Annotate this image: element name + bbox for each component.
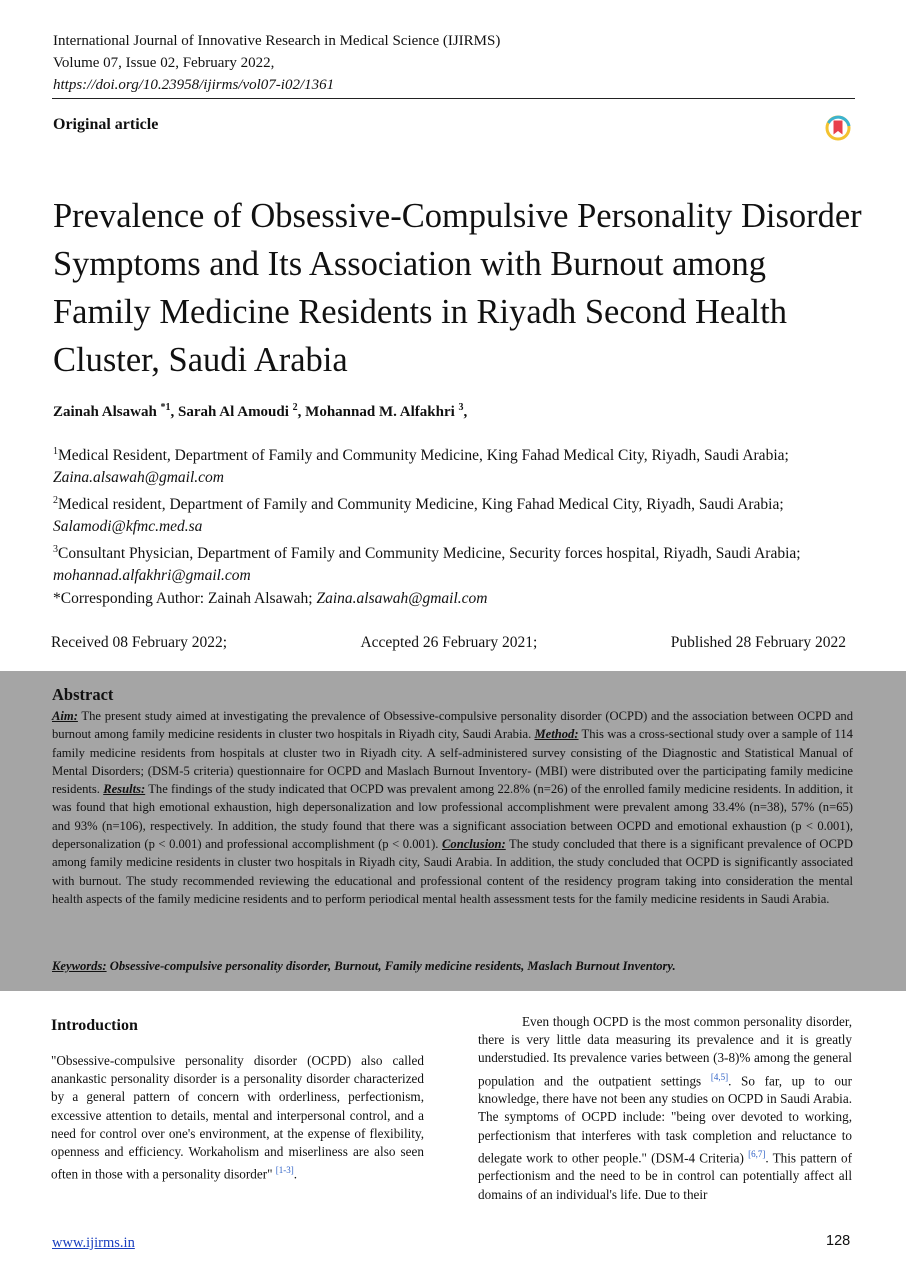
results-label: Results:: [103, 782, 146, 797]
accepted-date: Accepted 26 February 2021;: [360, 634, 538, 651]
affiliation-sup: 2: [53, 494, 58, 506]
corresponding-label: *Corresponding Author: Zainah Alsawah;: [53, 590, 317, 607]
method-label: Method:: [534, 727, 579, 742]
affiliation-email[interactable]: Zaina.alsawah@gmail.com: [53, 469, 224, 487]
affiliation-3: [53, 539, 853, 588]
punctuation: .: [293, 1166, 298, 1182]
aim-label: Aim:: [52, 709, 78, 723]
author-trailing: ,: [463, 404, 468, 420]
affiliation-email[interactable]: mohannad.alfakhri@gmail.com: [53, 566, 251, 584]
method-text: This was a cross-sectional study over a sample of 114 family medicine residents from hospitals at cluster two in Riyadh city. A self-administered survey consisting of the Diagnostic and Statistical Manual of Mental Disorders; (DSM-5 criteria) questionnaire for OCPD and Maslach Burnout Inventory- (MBI) were distributed over the participating family medicine residents.: [52, 727, 853, 797]
author-sup: 3: [458, 402, 464, 413]
published-date: Published 28 February 2022: [670, 634, 846, 651]
results-text: The findings of the study indicated that OCPD was prevalent among 22.8% (n=26) of the enrolled family medicine residents. In addition, it was found that high emotional exhaustion, high depersonalization and low professional accomplishment were prevalent among 33.4% (n=38), 57% (n=65) and 93% (n=106), respectively. In addition, the study found that there was a significant association between OCPD and emotional exhaustion (p < 0.001), depersonalization (p < 0.001) and professional accomplishment (p < 0.001).: [52, 782, 853, 852]
affiliations: [53, 441, 853, 587]
received-date: Received 08 February 2022;: [51, 634, 228, 651]
affiliation-sup: 3: [53, 543, 58, 555]
journal-header: [53, 30, 500, 96]
affiliation-text: Medical resident, Department of Family and Community Medicine, King Fahad Medical City, Riyadh, Saudi Arabia;: [58, 495, 784, 513]
affiliation-1: [53, 441, 853, 490]
author-sup: 2: [292, 402, 298, 413]
paragraph-text: . So far, up to our knowledge, there have not been any studies on OCPD in Saudi Arabia. The symptoms of OCPD include: "being over devoted to working, perfectionism that interferes with task completion and reluctance to delegate work to other people." (DSM-4 Criteria): [478, 1073, 852, 1166]
intro-paragraph: [478, 1013, 852, 1204]
keywords-label: Keywords:: [52, 959, 107, 973]
bookmark-badge-icon[interactable]: [825, 115, 851, 141]
header-divider: [52, 98, 855, 99]
affiliation-text: Consultant Physician, Department of Family and Community Medicine, Security forces hospital, Riyadh, Saudi Arabia;: [58, 544, 801, 562]
website-link[interactable]: www.ijirms.in: [52, 1235, 135, 1251]
doi-link[interactable]: https://doi.org/10.23958/ijirms/vol07-i02/1361: [53, 77, 335, 93]
corresponding-email[interactable]: Zaina.alsawah@gmail.com: [316, 590, 488, 607]
paragraph-text: Even though OCPD is the most common personality disorder, there is very little data measuring its prevalence and it is greatly understudied. Its prevalence varies between (3-8)% among the general population and the outpatient settings: [478, 1014, 852, 1088]
introduction-heading: Introduction: [51, 1017, 138, 1034]
page-number: 128: [826, 1233, 851, 1249]
affiliation-sup: 1: [53, 446, 58, 457]
author-name: , Mohannad M. Alfakhri: [297, 404, 459, 420]
aim-text: The present study aimed at investigating the prevalence of Obsessive-compulsive personality disorder (OCPD) and the association between OCPD and burnout among family medicine residents in cluster two hospitals in Riyadh city, Saudi Arabia.: [52, 709, 853, 742]
intro-paragraph: "Obsessive-compulsive personality disorder (OCPD) also called anankastic personality disorder is a personality disorder characterized by a general pattern of concern with orderliness, perfectionism, excessive attention to details, mental and interpersonal control, and a need for control over one's environment, at the expense of flexibility, openness and efficiency. Workaholism and miserliness are also seen often in those with a personality disorder": [51, 1053, 424, 1182]
abstract-body: [52, 707, 853, 908]
keywords-text: Obsessive-compulsive personality disorder, Burnout, Family medicine residents, Maslach Burnout Inventory.: [106, 959, 676, 973]
affiliation-text: Medical Resident, Department of Family and Community Medicine, King Fahad Medical City, Riyadh, Saudi Arabia;: [58, 447, 789, 465]
paragraph-text: . This pattern of perfectionism and the need to be in control can potentially affect all domains of an individual's life. Due to their: [478, 1150, 852, 1202]
citation-link[interactable]: [6,7]: [748, 1148, 766, 1159]
introduction-right-column: [478, 1013, 852, 1204]
conclusion-text: The study concluded that there is a significant prevalence of OCPD among family medicine residents in cluster two hospitals in Riyadh city, Saudi Arabia. In addition, the study concluded that OCPD is significantly associated with burnout. The study recommended reviewing the educational and professional content of the residency program taking into consideration the mental health aspects of the family medicine residents and to perform periodical mental health assessment tests for the family medicine residents in Saudi Arabia.: [52, 837, 853, 906]
conclusion-label: Conclusion:: [442, 837, 506, 852]
abstract-heading: Abstract: [52, 685, 114, 704]
author-list: [53, 402, 467, 421]
author-name: , Sarah Al Amoudi: [170, 404, 293, 420]
journal-volume: Volume 07, Issue 02, February 2022,: [53, 55, 275, 71]
citation-link[interactable]: [1-3]: [275, 1165, 294, 1176]
keywords: [52, 959, 853, 974]
publication-dates: [51, 634, 846, 652]
introduction-left-column: [51, 1052, 424, 1184]
author-sup: *1: [160, 402, 171, 413]
affiliation-email[interactable]: Salamodi@kfmc.med.sa: [53, 518, 203, 536]
journal-name: International Journal of Innovative Research in Medical Science (IJIRMS): [53, 33, 501, 49]
affiliation-2: [53, 490, 853, 539]
author-name: Zainah Alsawah: [53, 404, 161, 420]
citation-link[interactable]: [4,5]: [710, 1071, 729, 1082]
article-title: Prevalence of Obsessive-Compulsive Personality Disorder Symptoms and Its Association with Burnout among Family Medicine Residents in Riyadh Second Health Cluster, Saudi Arabia: [53, 197, 862, 379]
article-type-label: Original article: [53, 116, 159, 133]
corresponding-author: [53, 590, 487, 608]
